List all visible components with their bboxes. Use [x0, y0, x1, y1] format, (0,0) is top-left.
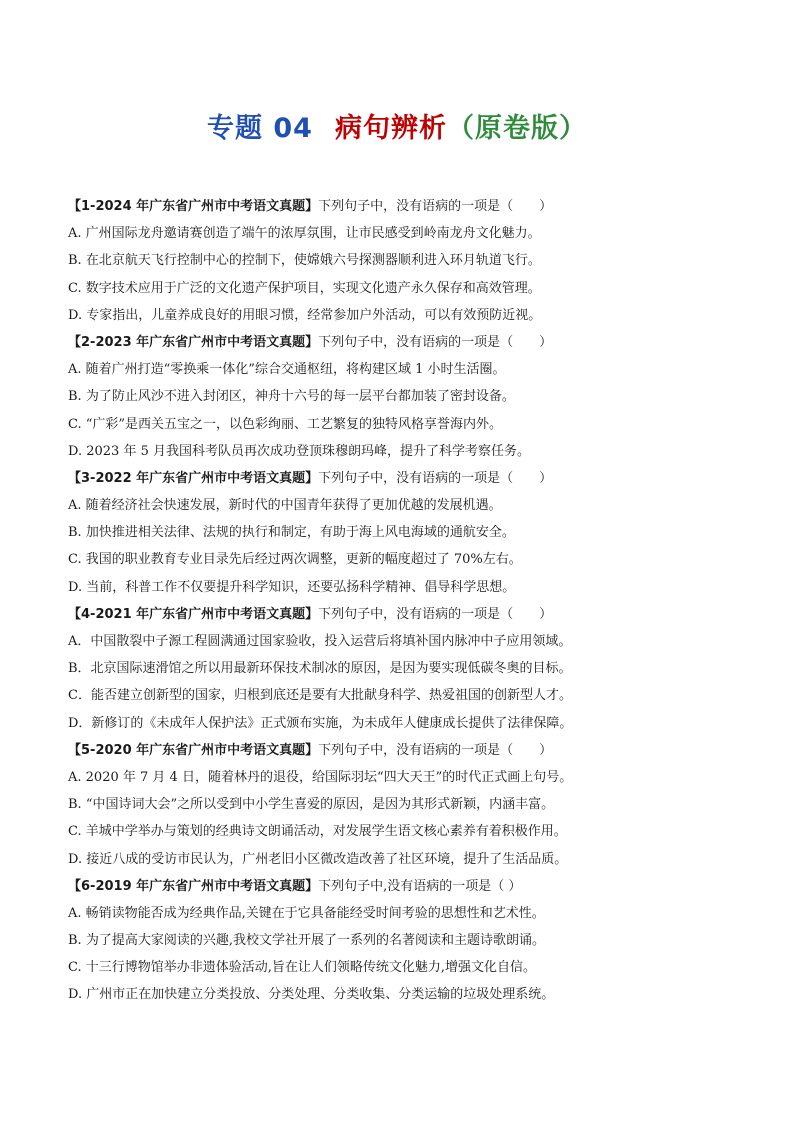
question-option: C．能否建立创新型的国家，归根到底还是要有大批献身科学、热爱祖国的创新型人才。 [68, 688, 572, 704]
question-option: D. 接近八成的受访市民认为，广州老旧小区微改造改善了社区环境，提升了生活品质。 [68, 851, 568, 867]
question-option: D. 广州市正在加快建立分类投放、分类处理、分类收集、分类运输的垃圾处理系统。 [68, 987, 555, 1003]
question-source-tag: 【6-2019 年广东省广州市中考语文真题】 [68, 878, 319, 894]
question-option: C. 羊城中学举办与策划的经典诗文朗诵活动，对发展学生语文核心素养有着积极作用。 [68, 824, 567, 840]
question-prompt: 下列句子中，没有语病的一项是（ ） [318, 470, 553, 486]
question-source-tag: 【5-2020 年广东省广州市中考语文真题】 [68, 742, 319, 758]
question-source-tag: 【3-2022 年广东省广州市中考语文真题】 [68, 470, 319, 486]
question-option: A. 随着广州打造“零换乘一体化”综合交通枢纽，将构建区域 1 小时生活圈。 [68, 362, 506, 378]
question-option: A．中国散裂中子源工程圆满通过国家验收，投入运营后将填补国内脉冲中子应用领域。 [68, 634, 572, 649]
question-prompt: 下列句子中,没有语病的一项是（ ） [318, 878, 522, 894]
question-header [68, 193, 748, 220]
page-title [0, 106, 794, 145]
question-header [68, 601, 748, 628]
question-option: D. 2023 年 5 月我国科考队员再次成功登顶珠穆朗玛峰，提升了科学考察任务。 [68, 443, 530, 459]
title-topic-number: 专题 04 [207, 113, 313, 144]
question-option: B. 加快推进相关法律、法规的执行和制定，有助于海上风电海域的通航安全。 [68, 525, 515, 541]
question-option: A. 随着经济社会快速发展，新时代的中国青年获得了更加优越的发展机遇。 [68, 498, 502, 514]
question-option: C. 数字技术应用于广泛的文化遗产保护项目，实现文化遗产永久保存和高效管理。 [68, 280, 541, 296]
question-prompt: 下列句子中，没有语病的一项是（ ） [318, 606, 553, 622]
question-header [68, 737, 748, 764]
question-prompt: 下列句子中，没有语病的一项是（ ） [318, 334, 553, 350]
question-option: D. 专家指出，儿童养成良好的用眼习惯，经常参加户外活动，可以有效预防近视。 [68, 307, 542, 323]
title-edition: （原卷版） [446, 113, 587, 144]
question-list [68, 193, 748, 1009]
question-option: A. 2020 年 7 月 4 日，随着林丹的退役，给国际羽坛“四大天王”的时代正式画上句号。 [68, 769, 573, 785]
question-option: A. 广州国际龙舟邀请赛创造了端午的浓厚氛围，让市民感受到岭南龙舟文化魅力。 [68, 226, 541, 242]
question-option: B. “中国诗词大会”之所以受到中小学生喜爱的原因，是因为其形式新颖，内涵丰富。 [68, 797, 555, 813]
question-source-tag: 【2-2023 年广东省广州市中考语文真题】 [68, 334, 319, 350]
question-source-tag: 【1-2024 年广东省广州市中考语文真题】 [68, 199, 319, 214]
question-option: A. 畅销读物能否成为经典作品,关键在于它具备能经受时间考验的思想性和艺术性。 [68, 905, 545, 921]
question-option: B. 在北京航天飞行控制中心的控制下，使嫦娥六号探测器顺利进入环月轨道飞行。 [68, 253, 541, 269]
question-prompt: 下列句子中，没有语病的一项是（ ） [318, 742, 553, 758]
question-option: C. 我国的职业教育专业目录先后经过两次调整，更新的幅度超过了 70%左右。 [68, 552, 522, 568]
question-option: D．新修订的《未成年人保护法》正式颁布实施，为未成年人健康成长提供了法律保障。 [68, 715, 573, 731]
question-option: D. 当前，科普工作不仅要提升科学知识，还要弘扬科学精神、倡导科学思想。 [68, 579, 516, 595]
title-topic-name: 病句辨析 [334, 113, 447, 144]
question-option: B. 为了提高大家阅读的兴趣,我校文学社开展了一系列的名著阅读和主题诗歌朗诵。 [68, 933, 545, 949]
question-prompt: 下列句子中，没有语病的一项是（ ） [318, 199, 553, 214]
question-option: B．北京国际速滑馆之所以用最新环保技术制冰的原因，是因为要实现低碳冬奥的目标。 [68, 661, 572, 677]
question-option: C. “广彩”是西关五宝之一，以色彩绚丽、工艺繁复的独特风格享誉海内外。 [68, 416, 503, 432]
question-source-tag: 【4-2021 年广东省广州市中考语文真题】 [68, 606, 319, 622]
question-header [68, 465, 748, 492]
question-header [68, 873, 748, 900]
question-option: B. 为了防止风沙不进入封闭区，神舟十六号的每一层平台都加装了密封设备。 [68, 389, 515, 405]
question-option: C. 十三行博物馆举办非遗体验活动,旨在让人们领略传统文化魅力,增强文化自信。 [68, 960, 537, 976]
question-header [68, 329, 748, 356]
